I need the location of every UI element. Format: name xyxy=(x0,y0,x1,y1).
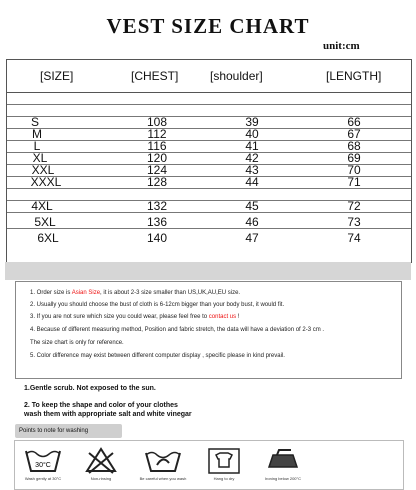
cell-length: 71 xyxy=(347,175,361,189)
cell-length: 74 xyxy=(347,231,361,245)
cell-length: 70 xyxy=(347,163,361,177)
table-row xyxy=(7,233,411,244)
cell-chest: 132 xyxy=(146,199,168,213)
cell-size: 5XL xyxy=(34,215,56,229)
unit-label: unit:cm xyxy=(323,40,360,52)
cell-shoulder: 39 xyxy=(245,115,259,129)
cell-size: XL xyxy=(32,151,48,165)
size-table xyxy=(6,59,412,263)
note-5: 5. Color difference may exist between different computer display , specific please in kind prevail. xyxy=(30,353,285,359)
cell-shoulder: 42 xyxy=(245,151,259,165)
note-4-reference: The size chart is only for reference. xyxy=(30,340,124,346)
table-row xyxy=(7,201,411,213)
cell-shoulder: 45 xyxy=(245,199,259,213)
icon-caption: Non-rinsing xyxy=(90,476,112,481)
cell-chest: 128 xyxy=(146,175,168,189)
icon-caption: Ironing below 200°C xyxy=(264,476,302,481)
cell-length: 68 xyxy=(347,139,361,153)
cell-chest: 124 xyxy=(146,163,168,177)
chart-title: VEST SIZE CHART xyxy=(106,14,310,38)
header-shoulder: [shoulder] xyxy=(210,69,263,83)
wash-temp-label: 30°C xyxy=(35,462,51,469)
note-2: 2. Usually you should choose the bust of cloth is 6-12cm bigger than your body bust, it would fit. xyxy=(30,302,285,308)
cell-shoulder: 41 xyxy=(245,139,259,153)
cell-size: M xyxy=(32,127,42,141)
table-row xyxy=(7,217,411,229)
hand-wash-icon xyxy=(143,445,183,475)
note-1: 1. Order size is Asian Size, it is about 2-3 size smaller than US,UK,AU,EU size. xyxy=(30,290,241,296)
note-4: 4. Because of different measuring method, Position and fabric stretch, the data will have a deviation of 2-3 cm . xyxy=(30,327,325,333)
wash-30-icon xyxy=(23,445,63,475)
cell-chest: 140 xyxy=(146,231,168,245)
table-header xyxy=(7,60,411,93)
cell-shoulder: 40 xyxy=(245,127,259,141)
divider-band xyxy=(5,262,411,280)
non-rinsing-icon xyxy=(81,445,121,475)
cell-size: XXL xyxy=(31,163,55,177)
table-row xyxy=(7,177,411,189)
header-size: [SIZE] xyxy=(40,69,74,83)
icon-caption: Wash gently at 30°C xyxy=(24,476,62,481)
care-instruction-2 xyxy=(24,401,192,419)
cell-length: 73 xyxy=(347,215,361,229)
icon-caption: Be careful when you wash xyxy=(139,476,187,481)
cell-shoulder: 44 xyxy=(245,175,259,189)
iron-icon xyxy=(263,445,303,475)
cell-size: 4XL xyxy=(31,199,53,213)
cell-length: 69 xyxy=(347,151,361,165)
care-instruction-2-line-a: 2. To keep the shape and color of your clothes xyxy=(24,402,178,409)
header-length: [LENGTH] xyxy=(326,69,382,83)
care-instruction-2-line-b: wash them with appropriate salt and white vinegar xyxy=(24,411,192,418)
hang-dry-icon xyxy=(204,445,244,475)
cell-chest: 136 xyxy=(146,215,168,229)
cell-chest: 108 xyxy=(146,115,168,129)
washing-notes-tag: Points to note for washing xyxy=(15,424,122,438)
cell-chest: 116 xyxy=(147,139,167,153)
cell-size: XXXL xyxy=(30,175,62,189)
table-row xyxy=(7,93,411,105)
care-instruction-1: 1.Gentle scrub. Not exposed to the sun. xyxy=(24,385,156,392)
cell-chest: 112 xyxy=(147,127,167,141)
cell-size: S xyxy=(30,115,39,129)
cell-size: L xyxy=(33,139,41,153)
washing-icons-panel xyxy=(14,440,404,490)
cell-chest: 120 xyxy=(146,151,168,165)
cell-shoulder: 46 xyxy=(245,215,259,229)
cell-shoulder: 47 xyxy=(245,231,259,245)
cell-shoulder: 43 xyxy=(245,163,259,177)
size-notes-box xyxy=(15,281,402,379)
cell-length: 66 xyxy=(347,115,361,129)
header-chest: [CHEST] xyxy=(131,69,179,83)
icon-caption: Hang to dry xyxy=(213,476,235,481)
cell-size: 6XL xyxy=(37,231,59,245)
cell-length: 67 xyxy=(347,127,361,141)
note-3: 3. If you are not sure which size you could wear, please feel free to contact us ! xyxy=(30,314,240,320)
cell-length: 72 xyxy=(347,199,361,213)
